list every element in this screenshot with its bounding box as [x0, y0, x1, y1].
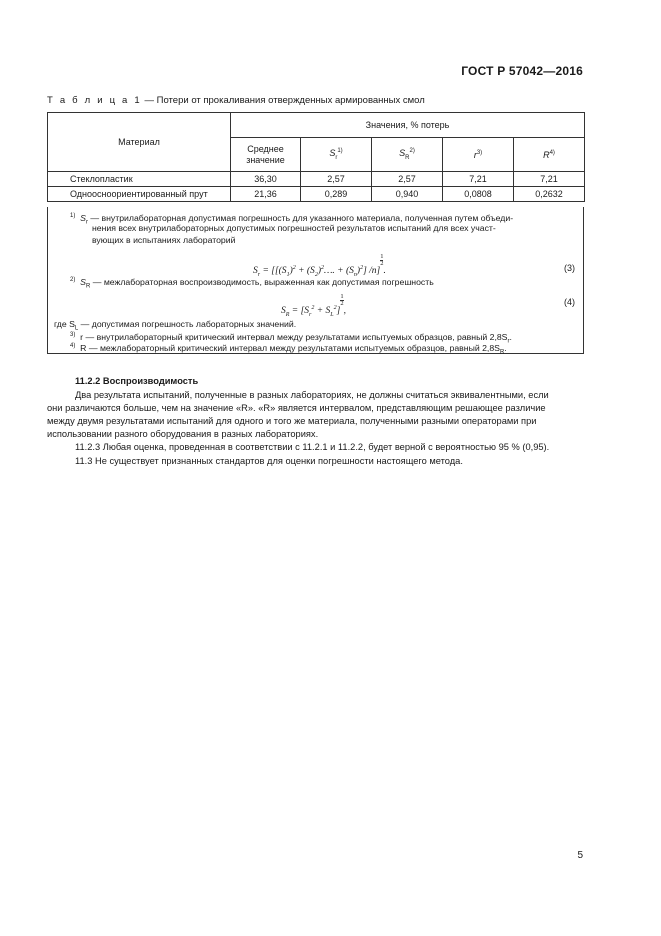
- cell-mean: 21,36: [231, 187, 301, 202]
- table-caption-text: — Потери от прокаливания отвержденных армированных смол: [141, 95, 425, 106]
- header-values-group: Значения, % потерь: [231, 113, 585, 138]
- cell-r: 7,21: [443, 172, 514, 187]
- header-material: Материал: [48, 113, 231, 172]
- page-number: 5: [577, 850, 583, 861]
- para1-line4: использовании разного оборудования в разных лабораториях.: [47, 429, 319, 439]
- section-title: 11.2.2 Воспроизводимость: [75, 376, 199, 386]
- cell-sr: 2,57: [301, 172, 372, 187]
- cell-R: 0,2632: [514, 187, 585, 202]
- note-4: $^{4)}$ R — межлабораторный критический интервал между результатами испытуемых образцов, равный $2,8S_R$.: [70, 342, 507, 356]
- para3: 11.3 Не существует признанных стандартов для оценки погрешности настоящего метода.: [75, 456, 463, 466]
- table-notes: [47, 207, 584, 354]
- cell-R: 7,21: [514, 172, 585, 187]
- note-1-line-3: вующих в испытаниях лабораторий: [92, 235, 236, 245]
- cell-material: Одноосноориентированный прут: [48, 187, 231, 202]
- header-r: $r^{3)}$: [443, 138, 514, 172]
- note-1-line-2: нения всех внутрилабораторных допустимых погрешностей результатов испытаний для всех участ-: [92, 223, 496, 233]
- header-R: $R^{4)}$: [514, 138, 585, 172]
- table-row: [48, 187, 585, 202]
- equation-4-number: (4): [564, 297, 575, 307]
- table-caption-prefix: Т а б л и ц а 1: [47, 95, 142, 106]
- note-3: $^{3)}$ r — внутрилабораторный критический интервал между результатами испытуемых образцов, равный $2,8S_r$.: [70, 331, 512, 345]
- cell-sR: 2,57: [372, 172, 443, 187]
- cell-sr: 0,289: [301, 187, 372, 202]
- equation-4: $S_R = [S_r^2 + S_L^2]$ $\frac{1}{2}$ ,: [281, 293, 346, 318]
- header-sr: $S_r^{1)}$: [301, 138, 372, 172]
- para2: 11.2.3 Любая оценка, проведенная в соответствии с 11.2.1 и 11.2.2, будет верной с вероятностью 95 % (0,95).: [75, 442, 550, 452]
- equation-3-number: (3): [564, 263, 575, 273]
- cell-r: 0,0808: [443, 187, 514, 202]
- table-row: [48, 172, 585, 187]
- table-caption: [47, 95, 425, 106]
- header-sR: $S_R^{2)}$: [372, 138, 443, 172]
- cell-mean: 36,30: [231, 172, 301, 187]
- where-line: где $S_L$ — допустимая погрешность лабораторных значений.: [54, 319, 297, 332]
- note-2: $^{2)}$ $S_R$ — межлабораторная воспроизводимость, выраженная как допустимая погрешность: [70, 276, 434, 290]
- para1-line1: Два результата испытаний, полученные в разных лабораториях, не должны считаться эквивалентными, если: [75, 390, 549, 400]
- para1-line3: между двумя результатами испытаний для одного и того же материала, полученными разными операторами при: [47, 416, 537, 426]
- loss-table: [47, 112, 585, 202]
- para1-line2: они различаются больше, чем на значение «R». «R» является интервалом, представляющим решающее различие: [47, 403, 546, 413]
- header-mean: Среднее значение: [231, 138, 301, 172]
- cell-sR: 0,940: [372, 187, 443, 202]
- cell-material: Стеклопластик: [48, 172, 231, 187]
- document-id: ГОСТ Р 57042—2016: [461, 64, 583, 78]
- note-1-line-1: $^{1)}$ $S_r$ — внутрилабораторная допустимая погрешность для указанного материала, полученная путем объеди-: [70, 212, 514, 226]
- equation-3: $S_r = [[(S_1)^2$ + $(S_2)^2\dots$. + $(S_n)^2$] /n] $\frac{1}{2}$ .: [253, 253, 386, 278]
